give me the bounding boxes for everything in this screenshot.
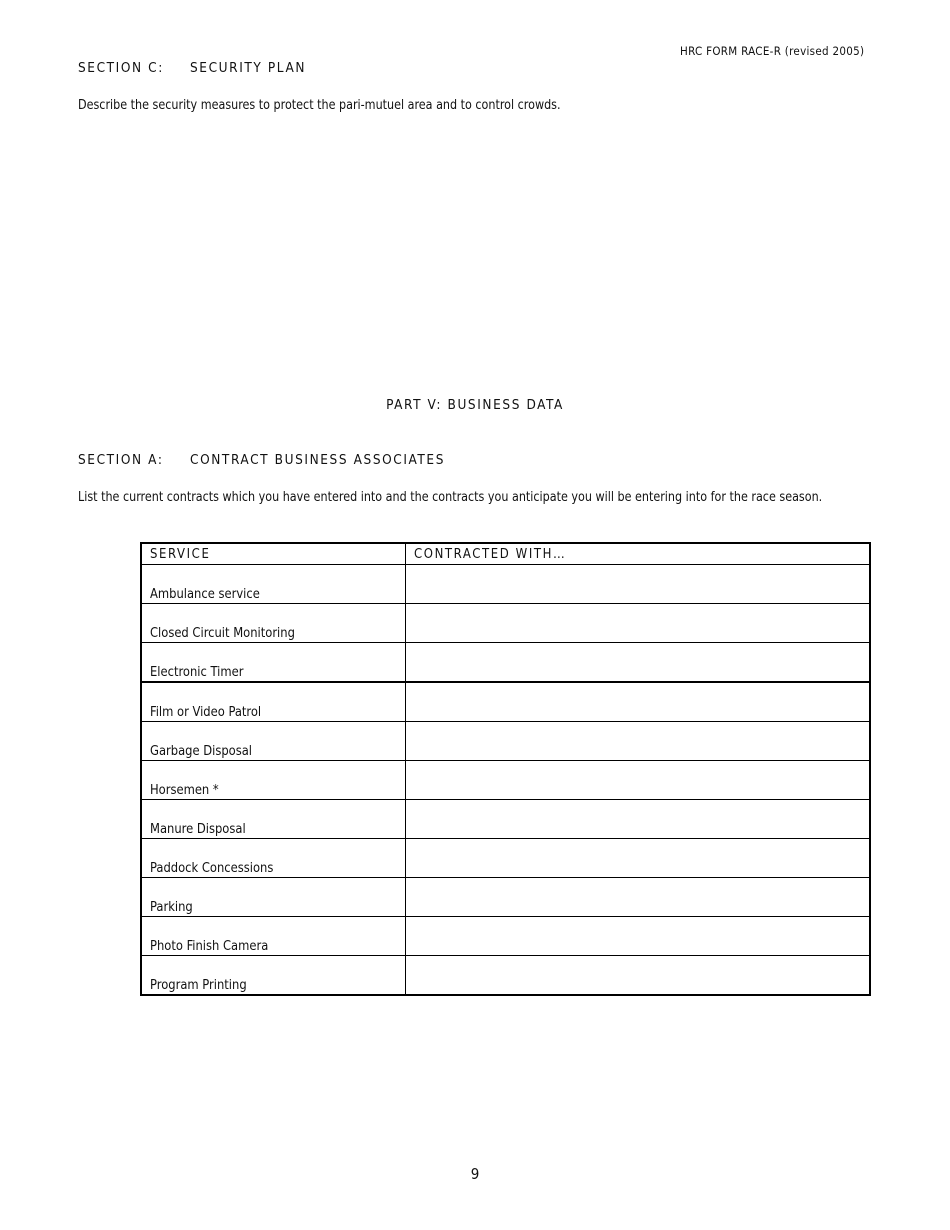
service-cell: Paddock Concessions	[141, 839, 406, 878]
section-c-instruction: Describe the security measures to protect the pari-mutuel area and to control crowds.	[78, 97, 561, 113]
table-row	[141, 761, 870, 800]
table-row	[141, 565, 870, 604]
contracted-with-cell[interactable]	[406, 800, 871, 839]
service-cell: Parking	[141, 878, 406, 917]
section-c-title: SECURITY PLAN	[190, 60, 307, 76]
form-identifier: HRC FORM RACE-R (revised 2005)	[680, 44, 865, 58]
service-cell: Photo Finish Camera	[141, 917, 406, 956]
table-row	[141, 878, 870, 917]
page-number: 9	[470, 1165, 480, 1183]
contracted-with-cell[interactable]	[406, 565, 871, 604]
service-cell: Horsemen *	[141, 761, 406, 800]
service-cell: Garbage Disposal	[141, 722, 406, 761]
section-a-heading	[78, 452, 446, 468]
service-cell: Ambulance service	[141, 565, 406, 604]
contracted-with-cell[interactable]	[406, 917, 871, 956]
contracts-table	[140, 542, 871, 996]
service-cell: Program Printing	[141, 956, 406, 996]
table-header-row	[141, 543, 870, 565]
table-row	[141, 643, 870, 683]
table-row	[141, 604, 870, 643]
service-cell: Film or Video Patrol	[141, 682, 406, 722]
section-a-instruction: List the current contracts which you have entered into and the contracts you anticipate you will be entering into for the race season.	[78, 489, 823, 505]
service-cell: Closed Circuit Monitoring	[141, 604, 406, 643]
table-row	[141, 682, 870, 722]
table-row	[141, 956, 870, 996]
column-header-contracted-with: CONTRACTED WITH…	[406, 543, 871, 565]
section-a-label: SECTION A:	[78, 452, 164, 468]
contracted-with-cell[interactable]	[406, 682, 871, 722]
table-row	[141, 917, 870, 956]
column-header-service: SERVICE	[141, 543, 406, 565]
table-row	[141, 722, 870, 761]
contracted-with-cell[interactable]	[406, 604, 871, 643]
section-c-label: SECTION C:	[78, 60, 164, 76]
contracted-with-cell[interactable]	[406, 761, 871, 800]
contracted-with-cell[interactable]	[406, 722, 871, 761]
table-row	[141, 800, 870, 839]
section-c-heading	[78, 60, 307, 76]
contracted-with-cell[interactable]	[406, 956, 871, 996]
contracted-with-cell[interactable]	[406, 878, 871, 917]
part-v-title: PART V: BUSINESS DATA	[386, 397, 564, 413]
contracted-with-cell[interactable]	[406, 839, 871, 878]
service-cell: Electronic Timer	[141, 643, 406, 683]
service-cell: Manure Disposal	[141, 800, 406, 839]
section-a-title: CONTRACT BUSINESS ASSOCIATES	[190, 452, 446, 468]
table-row	[141, 839, 870, 878]
contracted-with-cell[interactable]	[406, 643, 871, 683]
